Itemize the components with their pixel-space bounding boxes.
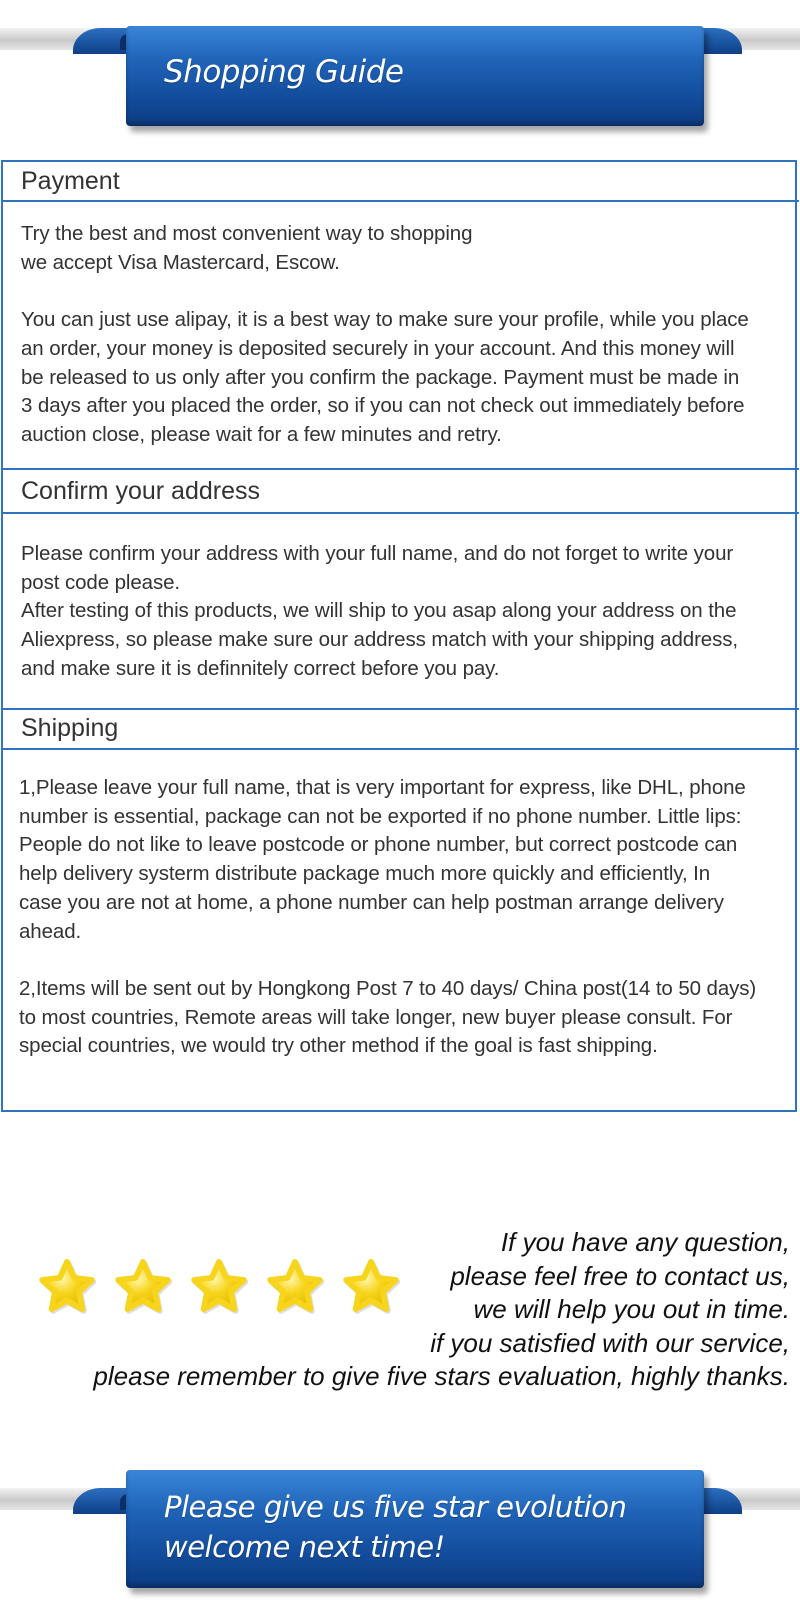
star-icon: [266, 1258, 324, 1316]
contact-line: please feel free to contact us,: [450, 1260, 790, 1291]
banner-ribbon: [126, 26, 704, 126]
section-title-payment: Payment: [3, 162, 799, 202]
star-icon: [342, 1258, 400, 1316]
shipping-line: help delivery systerm distribute package much more quickly and efficiently, In: [19, 862, 711, 886]
payment-line: 3 days after you placed the order, so if you can not check out immediately before: [21, 394, 745, 418]
star-icon: [190, 1258, 248, 1316]
star-icon: [38, 1258, 96, 1316]
shipping-line: ahead.: [19, 919, 82, 943]
footer-banner: [0, 1458, 800, 1600]
star-icon: [114, 1258, 172, 1316]
banner-ribbon: [126, 1470, 704, 1588]
shopping-guide-box: [1, 160, 797, 1112]
shipping-line: case you are not at home, a phone number can help postman arrange delivery: [19, 890, 724, 914]
payment-text: [21, 220, 797, 450]
payment-line: You can just use alipay, it is a best way to make sure your profile, while you place: [21, 308, 749, 332]
address-line: Please confirm your address with your full name, and do not forget to write your: [21, 542, 734, 565]
payment-line: an order, your money is deposited securely in your account. And this money will: [21, 336, 735, 360]
contact-line: please remember to give five stars evaluation, highly thanks.: [93, 1361, 790, 1391]
footer-line: welcome next time!: [164, 1530, 445, 1564]
payment-line: be released to us only after you confirm the package. Payment must be made in: [21, 365, 740, 389]
payment-line: we accept Visa Mastercard, Escow.: [21, 250, 340, 274]
contact-line: If you have any question,: [500, 1227, 790, 1257]
header-banner: [0, 0, 800, 135]
shipping-line: special countries, we would try other method if the goal is fast shipping.: [19, 1034, 658, 1058]
contact-line: if you satisfied with our service,: [430, 1327, 790, 1358]
payment-line: Try the best and most convenient way to shopping: [21, 222, 473, 245]
shipping-line: to most countries, Remote areas will take longer, new buyer please consult. For: [19, 1005, 733, 1029]
shipping-text: [19, 774, 795, 1061]
section-title-shipping: Shipping: [3, 708, 799, 750]
shipping-line: 1,Please leave your full name, that is very important for express, like DHL, phone: [19, 776, 746, 799]
shipping-line: 2,Items will be sent out by Hongkong Post 7 to 40 days/ China post(14 to 50 days): [19, 976, 757, 1000]
page-title: Shopping Guide: [164, 54, 404, 90]
five-star-rating: [38, 1258, 408, 1318]
contact-line: we will help you out in time.: [473, 1294, 790, 1324]
shipping-line: number is essential, package can not be exported if no phone number. Little lips:: [19, 804, 742, 828]
address-text: [21, 540, 797, 684]
address-line: After testing of this products, we will ship to you asap along your address on the: [21, 599, 737, 623]
footer-message: [164, 1487, 626, 1567]
address-line: post code please.: [21, 570, 180, 594]
payment-line: auction close, please wait for a few minutes and retry.: [21, 422, 502, 446]
address-line: Aliexpress, so please make sure our address match with your shipping address,: [21, 628, 738, 652]
address-line: and make sure it is definnitely correct before you pay.: [21, 656, 500, 680]
footer-line: Please give us five star evolution: [164, 1490, 627, 1524]
section-title-address: Confirm your address: [3, 468, 799, 514]
shipping-line: People do not like to leave postcode or phone number, but correct postcode can: [19, 833, 738, 857]
